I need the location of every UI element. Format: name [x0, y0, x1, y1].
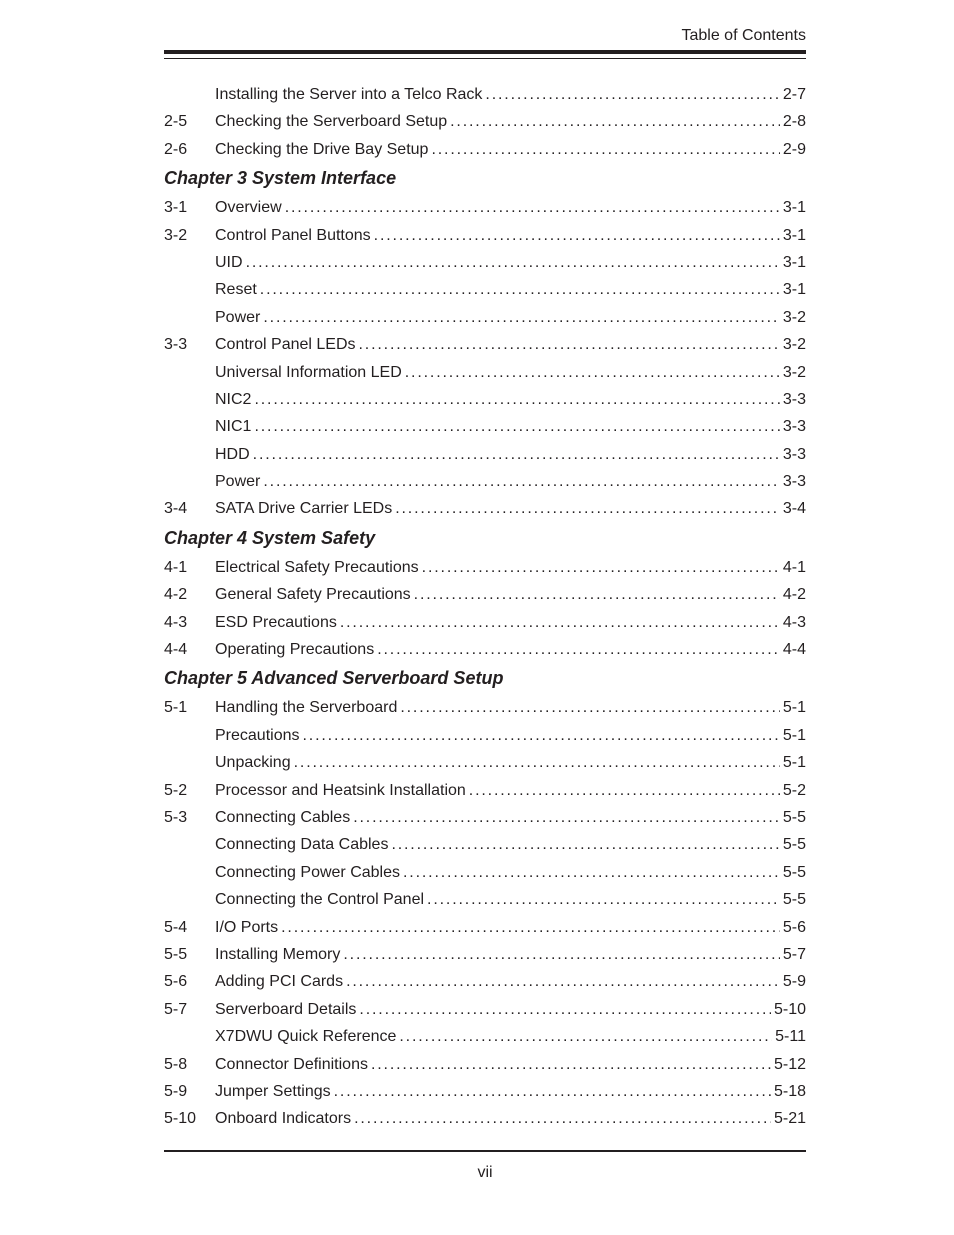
- page-reference: 2-8: [782, 113, 806, 131]
- section-number: 2-6: [164, 140, 188, 158]
- chapter-heading: Chapter 5 Advanced Serverboard Setup: [164, 668, 504, 689]
- page-reference: 3-1: [782, 199, 806, 217]
- section-title: Connecting Power Cables: [215, 863, 400, 881]
- section-title: Connector Definitions: [215, 1055, 368, 1073]
- page-reference: 5-1: [782, 754, 806, 772]
- page-reference: 5-5: [782, 836, 806, 854]
- section-title: Operating Precautions: [215, 641, 375, 659]
- section-number: 3-1: [164, 199, 188, 217]
- section-number: 5-8: [164, 1055, 188, 1073]
- dot-leader: [391, 831, 779, 858]
- page-reference: 5-21: [773, 1110, 806, 1128]
- dot-leader: [414, 581, 780, 608]
- dot-leader: [354, 1105, 771, 1132]
- chapter-heading: Chapter 4 System Safety: [164, 527, 376, 548]
- section-title: Installing Memory: [215, 945, 341, 963]
- toc-entry[interactable]: [164, 468, 806, 495]
- section-title: Connecting Cables: [215, 808, 351, 826]
- toc-entry[interactable]: [164, 386, 806, 413]
- section-title: Precautions: [215, 726, 300, 744]
- dot-leader: [377, 636, 780, 663]
- page-reference: 5-1: [782, 699, 806, 717]
- section-number: 5-3: [164, 808, 188, 826]
- section-number: 3-4: [164, 500, 188, 518]
- toc-entry[interactable]: [164, 276, 806, 303]
- section-title: SATA Drive Carrier LEDs: [215, 500, 393, 518]
- page-reference: 5-7: [782, 945, 806, 963]
- page-reference: 5-5: [782, 863, 806, 881]
- page-reference: 3-3: [782, 418, 806, 436]
- section-title: Power: [215, 308, 261, 326]
- dot-leader: [346, 968, 780, 995]
- toc-entry[interactable]: [164, 1023, 806, 1050]
- dot-leader: [395, 495, 780, 522]
- dot-leader: [405, 359, 780, 386]
- section-number: 5-7: [164, 1000, 188, 1018]
- toc-entry[interactable]: [164, 495, 806, 522]
- section-title: Processor and Heatsink Installation: [215, 781, 466, 799]
- section-title: Power: [215, 473, 261, 491]
- section-number: 5-4: [164, 918, 188, 936]
- dot-leader: [260, 276, 780, 303]
- dot-leader: [254, 413, 779, 440]
- dot-leader: [303, 722, 780, 749]
- page-reference: 5-6: [782, 918, 806, 936]
- toc-entry[interactable]: [164, 441, 806, 468]
- dot-leader: [403, 859, 780, 886]
- toc-entry[interactable]: [164, 249, 806, 276]
- toc-entry[interactable]: [164, 968, 806, 995]
- page-reference: 3-2: [782, 336, 806, 354]
- section-number: 5-5: [164, 945, 188, 963]
- header-rule-thin: [164, 58, 806, 59]
- dot-leader: [253, 441, 780, 468]
- section-title: Control Panel LEDs: [215, 336, 356, 354]
- toc-entry[interactable]: [164, 1051, 806, 1078]
- section-title: Jumper Settings: [215, 1082, 331, 1100]
- toc-entry[interactable]: [164, 694, 806, 721]
- toc-entry[interactable]: [164, 581, 806, 608]
- section-title: HDD: [215, 445, 250, 463]
- section-title: NIC2: [215, 390, 252, 408]
- toc-entry[interactable]: [164, 722, 806, 749]
- toc-entry[interactable]: [164, 859, 806, 886]
- toc-entry[interactable]: [164, 1105, 806, 1132]
- dot-leader: [485, 81, 779, 108]
- section-number: 4-2: [164, 586, 188, 604]
- section-title: Electrical Safety Precautions: [215, 558, 419, 576]
- section-title: Checking the Drive Bay Setup: [215, 140, 429, 158]
- toc-entry[interactable]: [164, 222, 806, 249]
- section-number: 3-2: [164, 226, 188, 244]
- dot-leader: [431, 136, 779, 163]
- dot-leader: [469, 777, 780, 804]
- section-number: 5-2: [164, 781, 188, 799]
- page-reference: 5-11: [775, 1028, 806, 1046]
- section-number: 5-10: [164, 1110, 197, 1128]
- section-number: 4-1: [164, 558, 188, 576]
- section-number: 4-4: [164, 641, 188, 659]
- section-title: I/O Ports: [215, 918, 279, 936]
- page-reference: 5-18: [773, 1082, 806, 1100]
- toc-entry[interactable]: [164, 886, 806, 913]
- table-of-contents: [164, 81, 806, 1133]
- page-reference: 3-2: [782, 308, 806, 326]
- section-title: Reset: [215, 281, 257, 299]
- header-title: Table of Contents: [681, 27, 806, 44]
- section-number: 5-6: [164, 973, 188, 991]
- section-title: Installing the Server into a Telco Rack: [215, 86, 483, 103]
- page-reference: 2-7: [782, 86, 806, 103]
- section-number: 4-3: [164, 613, 188, 631]
- section-title: Checking the Serverboard Setup: [215, 113, 448, 131]
- dot-leader: [371, 1051, 771, 1078]
- section-title: X7DWU Quick Reference: [215, 1028, 397, 1046]
- dot-leader: [343, 941, 780, 968]
- section-title: Adding PCI Cards: [215, 973, 344, 991]
- toc-entry[interactable]: [164, 413, 806, 440]
- section-title: NIC1: [215, 418, 252, 436]
- toc-entry[interactable]: [164, 831, 806, 858]
- page-reference: 4-4: [782, 641, 806, 659]
- toc-entry[interactable]: [164, 636, 806, 663]
- page-reference: 5-9: [782, 973, 806, 991]
- toc-entry[interactable]: [164, 81, 806, 108]
- header-rule-thick: [164, 50, 806, 54]
- page-reference: 3-1: [782, 253, 806, 271]
- section-title: Onboard Indicators: [215, 1110, 352, 1128]
- section-title: General Safety Precautions: [215, 586, 411, 604]
- section-number: 3-3: [164, 336, 188, 354]
- dot-leader: [374, 222, 780, 249]
- dot-leader: [400, 694, 780, 721]
- toc-entry[interactable]: [164, 749, 806, 776]
- footer-rule: [164, 1150, 806, 1152]
- dot-leader: [450, 108, 780, 135]
- dot-leader: [422, 554, 780, 581]
- page-reference: 5-12: [773, 1055, 806, 1073]
- page-footer: [164, 1150, 806, 1182]
- toc-entry[interactable]: [164, 194, 806, 221]
- page-reference: 2-9: [782, 140, 806, 158]
- page-reference: 3-2: [782, 363, 806, 381]
- section-number: 2-5: [164, 113, 188, 131]
- page-reference: 3-4: [782, 500, 806, 518]
- section-title: ESD Precautions: [215, 613, 337, 631]
- dot-leader: [334, 1078, 771, 1105]
- toc-entry[interactable]: [164, 777, 806, 804]
- toc-entry[interactable]: [164, 304, 806, 331]
- toc-entry[interactable]: [164, 1078, 806, 1105]
- dot-leader: [399, 1023, 772, 1050]
- section-title: Unpacking: [215, 754, 291, 772]
- dot-leader: [281, 914, 780, 941]
- page-reference: 4-2: [782, 586, 806, 604]
- page-reference: 3-1: [782, 281, 806, 299]
- page-reference: 3-3: [782, 390, 806, 408]
- toc-entry[interactable]: [164, 108, 806, 135]
- page-reference: 5-10: [773, 1000, 806, 1018]
- section-number: 5-9: [164, 1082, 188, 1100]
- section-title: Control Panel Buttons: [215, 226, 371, 244]
- dot-leader: [254, 386, 779, 413]
- toc-entry[interactable]: [164, 359, 806, 386]
- toc-entry[interactable]: [164, 941, 806, 968]
- chapter-heading: Chapter 3 System Interface: [164, 168, 397, 189]
- section-title: Serverboard Details: [215, 1000, 357, 1018]
- toc-entry[interactable]: [164, 331, 806, 358]
- page-number: vii: [477, 1164, 493, 1181]
- page-reference: 3-1: [782, 226, 806, 244]
- toc-entry[interactable]: [164, 914, 806, 941]
- toc-entry[interactable]: [164, 554, 806, 581]
- page-reference: 5-2: [782, 781, 806, 799]
- section-number: 5-1: [164, 699, 188, 717]
- dot-leader: [263, 304, 780, 331]
- dot-leader: [285, 194, 780, 221]
- section-title: Handling the Serverboard: [215, 699, 398, 717]
- dot-leader: [359, 996, 771, 1023]
- section-title: Overview: [215, 199, 282, 217]
- dot-leader: [294, 749, 780, 776]
- page-reference: 5-5: [782, 808, 806, 826]
- dot-leader: [359, 331, 780, 358]
- toc-entry[interactable]: [164, 996, 806, 1023]
- page-reference: 3-3: [782, 473, 806, 491]
- section-title: Universal Information LED: [215, 363, 402, 381]
- dot-leader: [427, 886, 780, 913]
- page-reference: 4-1: [782, 558, 806, 576]
- section-title: Connecting Data Cables: [215, 836, 389, 854]
- dot-leader: [263, 468, 780, 495]
- page-reference: 3-3: [782, 445, 806, 463]
- section-title: UID: [215, 253, 243, 271]
- toc-entry[interactable]: [164, 804, 806, 831]
- page-reference: 4-3: [782, 613, 806, 631]
- page-reference: 5-1: [782, 726, 806, 744]
- toc-entry[interactable]: [164, 136, 806, 163]
- dot-leader: [340, 609, 780, 636]
- section-title: Connecting the Control Panel: [215, 891, 425, 909]
- toc-entry[interactable]: [164, 609, 806, 636]
- page-reference: 5-5: [782, 891, 806, 909]
- dot-leader: [246, 249, 780, 276]
- dot-leader: [353, 804, 780, 831]
